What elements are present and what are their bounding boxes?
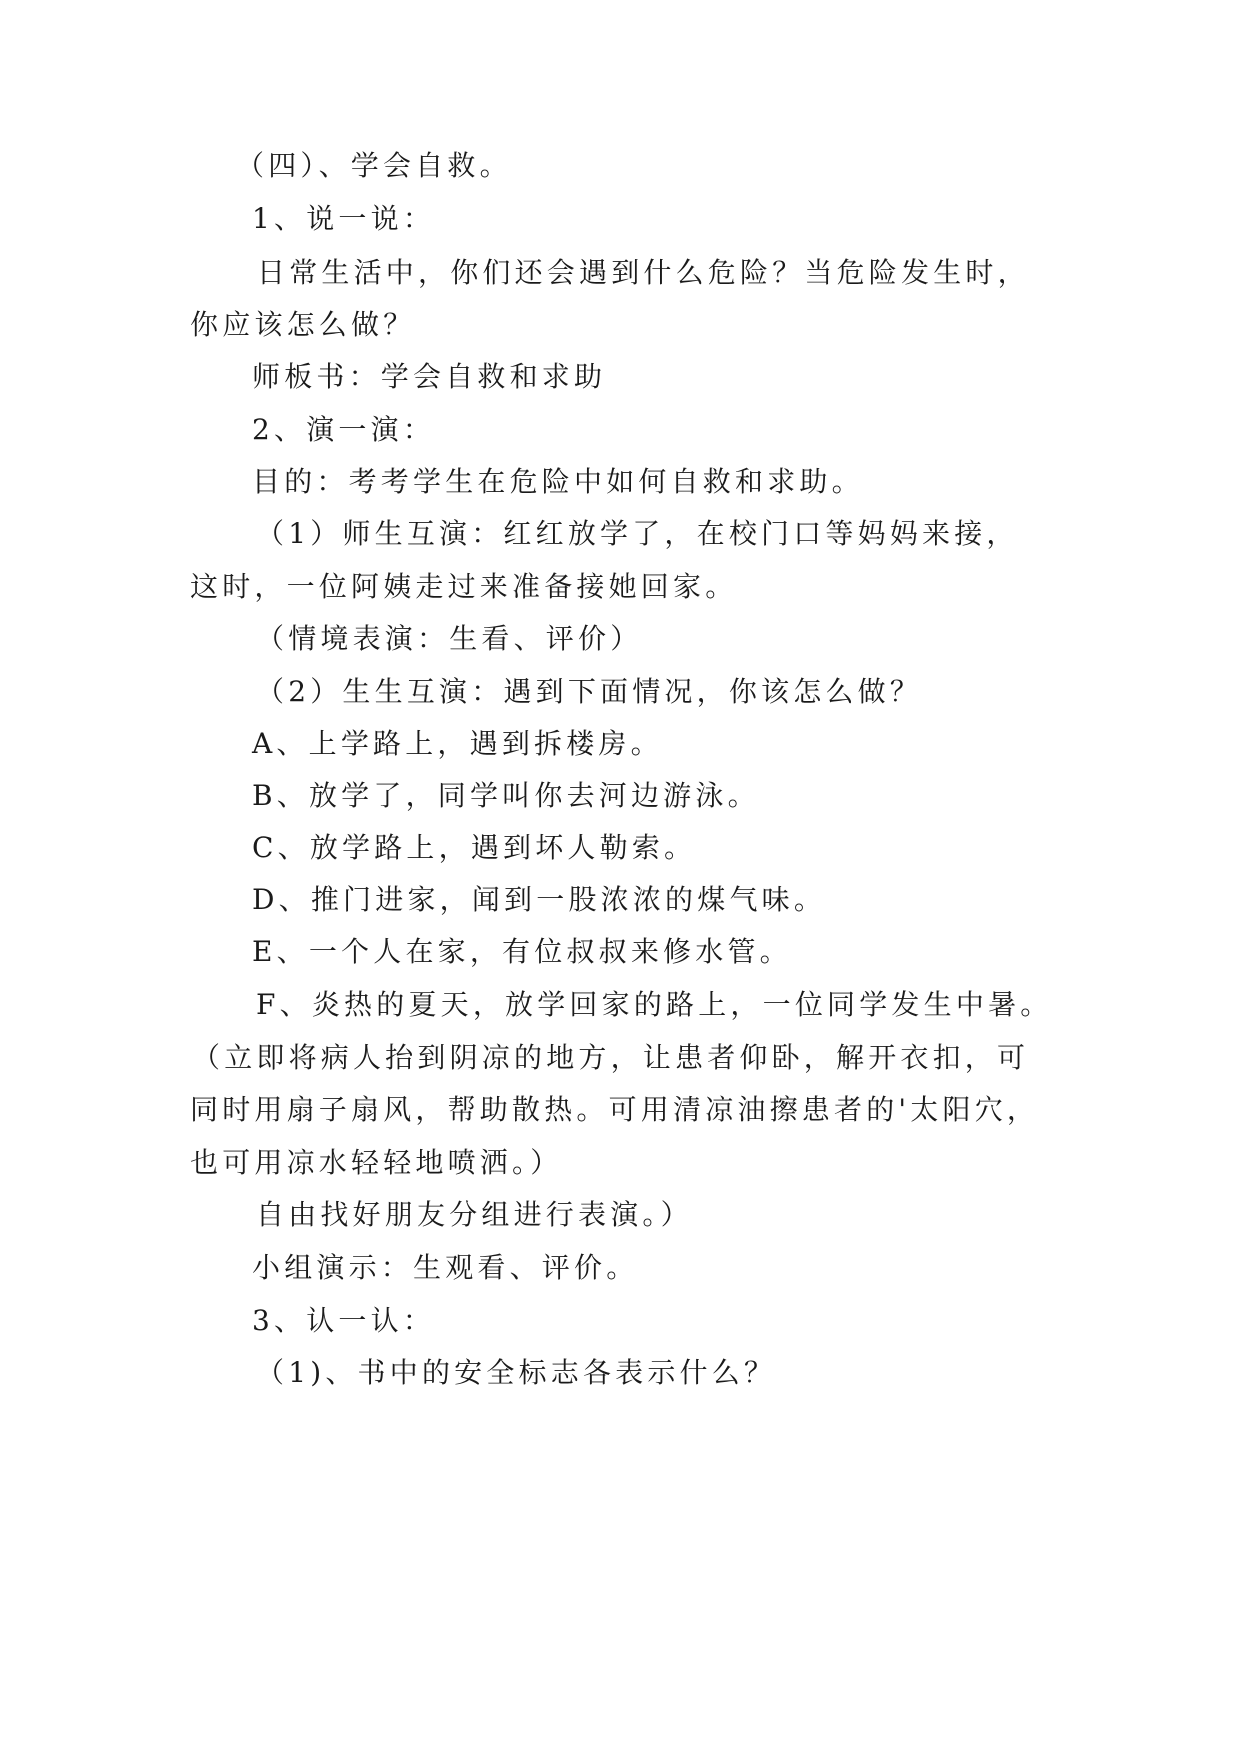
- paragraph-line: 你应该怎么做？: [190, 308, 416, 341]
- paragraph-line: （1）师生互演：红红放学了，在校门口等妈妈来接，: [256, 517, 1019, 550]
- paragraph-line: （2）生生互演：遇到下面情况，你该怎么做？: [256, 675, 923, 708]
- paragraph-line: （立即将病人抬到阴凉的地方，让患者仰卧，解开衣扣，可: [192, 1041, 1030, 1074]
- list-item: F、炎热的夏天，放学回家的路上，一位同学发生中暑。: [256, 988, 1053, 1021]
- paragraph-line: （1)、书中的安全标志各表示什么？: [256, 1356, 777, 1389]
- list-item: C、放学路上，遇到坏人勒索。: [252, 831, 697, 864]
- list-item: B、放学了，同学叫你去河边游泳。: [252, 779, 760, 812]
- subsection-heading: 1、说一说：: [252, 202, 436, 235]
- list-item: A、上学路上，遇到拆楼房。: [252, 727, 663, 760]
- paragraph-line: 日常生活中，你们还会遇到什么危险？当危险发生时，: [257, 256, 1030, 289]
- subsection-heading: 3、认一认：: [252, 1304, 436, 1337]
- paragraph-line: 也可用凉水轻轻地喷洒。）: [190, 1146, 563, 1179]
- paragraph-line: 师板书：学会自救和求助: [252, 360, 607, 393]
- list-item: E、一个人在家，有位叔叔来修水管。: [252, 935, 792, 968]
- subsection-heading: 2、演一演：: [252, 413, 436, 446]
- paragraph-line: 小组演示：生观看、评价。: [252, 1251, 639, 1284]
- paragraph-line: （情境表演：生看、评价）: [256, 622, 643, 655]
- section-heading: （四）、学会自救。: [236, 149, 512, 182]
- paragraph-line: 这时，一位阿姨走过来准备接她回家。: [190, 570, 738, 603]
- paragraph-line: 目的：考考学生在危险中如何自救和求助。: [252, 465, 864, 498]
- list-item: D、推门进家，闻到一股浓浓的煤气味。: [252, 883, 827, 916]
- paragraph-line: 自由找好朋友分组进行表演。）: [256, 1198, 693, 1231]
- paragraph-line: 同时用扇子扇风，帮助散热。可用清凉油擦患者的'太阳穴，: [190, 1093, 1040, 1126]
